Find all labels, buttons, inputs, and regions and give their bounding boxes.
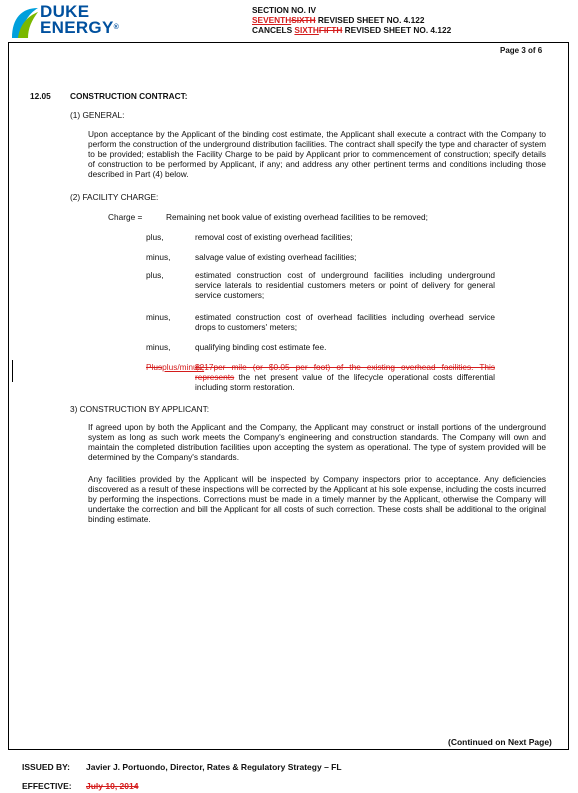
header-rule xyxy=(8,42,569,43)
item-text: estimated construction cost of underground facilities including underground service laterals to residential customers meters or point of delivery for general service customers; xyxy=(195,270,495,300)
sheet-suffix: REVISED SHEET NO. 4.122 xyxy=(315,15,425,25)
deleted-op: Plus xyxy=(146,362,163,372)
brand-registered: ® xyxy=(113,24,120,31)
charge-label: Charge = xyxy=(108,212,143,222)
general-heading: (1) GENERAL: xyxy=(70,110,125,120)
item-op: minus, xyxy=(146,252,171,262)
sheet-new-ordinal: SEVENTH xyxy=(252,15,292,25)
facility-charge-heading: (2) FACILITY CHARGE: xyxy=(70,192,159,202)
item-text: salvage value of existing overhead facilities; xyxy=(195,252,357,262)
construction-paragraph-1: If agreed upon by both the Applicant and the Company, the Applicant may construct or install portions of the underground system as long as such work meets the Company's engineering and construction standards. The Company will own and maintain the completed distribution facilities upon accepting the system as operational. The type of system provided will be determined by the Company's standards. xyxy=(88,422,546,462)
revision-change-bar xyxy=(12,360,13,382)
sheet-old-ordinal: SIXTH xyxy=(291,15,316,25)
brand-wordmark xyxy=(40,4,119,36)
logo-mark-icon xyxy=(12,8,38,38)
section-number: SECTION NO. IV xyxy=(252,5,317,15)
inserted-text: the net present value of the lifecycle operational costs differential including storm restoration. xyxy=(195,372,495,392)
cancels-line xyxy=(252,25,451,35)
item-op: plus, xyxy=(146,270,164,280)
item-op: minus, xyxy=(146,312,171,322)
effective-label: EFFECTIVE: xyxy=(22,781,72,791)
cancels-prefix: CANCELS xyxy=(252,25,295,35)
cancels-suffix: REVISED SHEET NO. 4.122 xyxy=(342,25,452,35)
charge-definition: Remaining net book value of existing overhead facilities to be removed; xyxy=(166,212,428,222)
brand-line2: ENERGY xyxy=(40,18,114,37)
left-border xyxy=(8,42,9,750)
issued-by-value: Javier J. Portuondo, Director, Rates & Regulatory Strategy – FL xyxy=(86,762,342,772)
right-border xyxy=(568,42,569,750)
continued-note: (Continued on Next Page) xyxy=(448,737,552,747)
item-text: removal cost of existing overhead facilities; xyxy=(195,232,353,242)
item-text: estimated construction cost of overhead facilities including overhead service drops to customers' meters; xyxy=(195,312,495,332)
cancels-new-ordinal: SIXTH xyxy=(294,25,319,35)
page-number: Page 3 of 6 xyxy=(500,46,543,55)
footer-rule xyxy=(8,749,569,750)
construction-paragraph-2: Any facilities provided by the Applicant will be inspected by Company inspectors prior to acceptance. Any deficiencies discovered as a result of these inspections will be corrected by the Applicant at his sole expense, including the costs incurred by performing the inspections. Corrections must be made in a timely manner by the Applicant, otherwise the Company will undertake the correction and bill the Applicant for all costs of such correction. These costs shall be additional to the original binding estimate. xyxy=(88,474,546,524)
general-paragraph: Upon acceptance by the Applicant of the binding cost estimate, the Applicant shall execute a contract with the Company to perform the construction of the underground distribution facilities. The contract shall specify the type and character of system to be provided; establish the Facility Charge to be paid by Applicant prior to commencement of construction; specify details of construction to be performed by Applicant, if any; and address any other pertinent terms and conditions including those described in Part (4) below. xyxy=(88,129,546,179)
construction-by-applicant-heading: 3) CONSTRUCTION BY APPLICANT: xyxy=(70,404,210,414)
section-number-label: 12.05 xyxy=(30,91,51,101)
item-op: plus, xyxy=(146,232,164,242)
item-text: qualifying binding cost estimate fee. xyxy=(195,342,327,352)
section-title: CONSTRUCTION CONTRACT: xyxy=(70,91,188,101)
inserted-op: plus/minus, xyxy=(162,362,205,372)
sheet-line xyxy=(252,15,424,25)
deleted-text: $217per mile (or $0.05 per foot) of the existing overhead facilities. This represents xyxy=(195,362,495,382)
brand-line1: DUKE xyxy=(40,2,90,21)
issued-by-label: ISSUED BY: xyxy=(22,762,71,772)
cancels-old-ordinal: FIFTH xyxy=(318,25,343,35)
item-op: minus, xyxy=(146,342,171,352)
item-text-revised xyxy=(195,362,495,392)
effective-date-deleted: July 10, 2014 xyxy=(86,781,139,791)
